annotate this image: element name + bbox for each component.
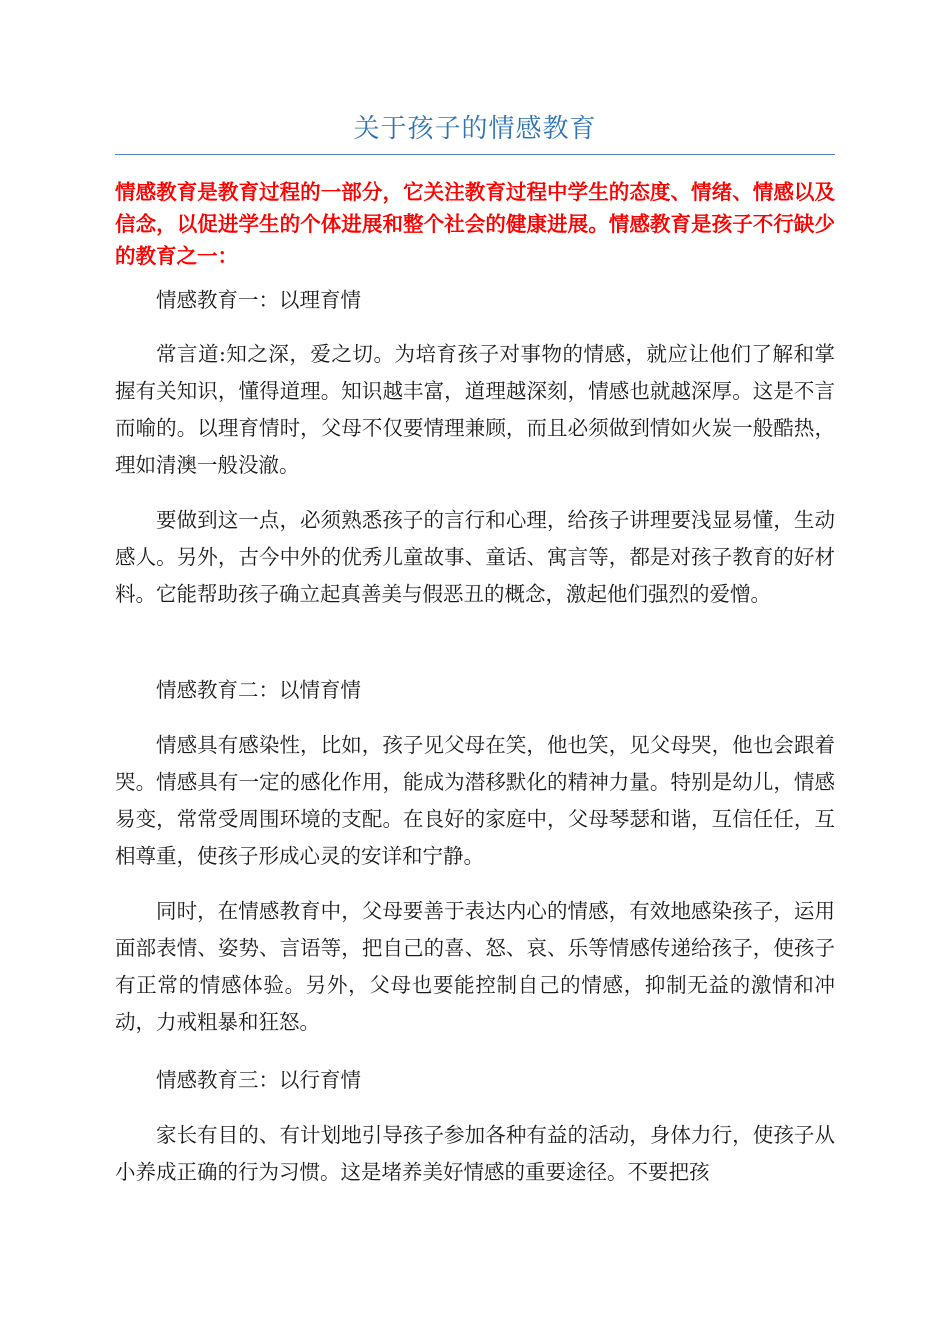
section-2-heading: 情感教育二：以情育情 — [156, 678, 361, 702]
section-2-paragraph-1: 情感具有感染性，比如，孩子见父母在笑，他也笑，见父母哭，他也会跟着哭。情感具有一定的感化作用，能成为潜移默化的精神力量。特别是幼儿，情感易变，常常受周围环境的支配。在良好的家庭中，父母琴瑟和谐，互信任任，互相尊重，使孩子形成心灵的安详和宁静。 — [115, 733, 835, 868]
section-3-paragraph-1: 家长有目的、有计划地引导孩子参加各种有益的活动，身体力行，使孩子从小养成正确的行为习惯。这是堵养美好情感的重要途径。不要把孩 — [115, 1123, 835, 1184]
section-1-paragraph-2: 要做到这一点，必须熟悉孩子的言行和心理，给孩子讲理要浅显易懂，生动感人。另外，古今中外的优秀儿童故事、童话、寓言等，都是对孩子教育的好材料。它能帮助孩子确立起真善美与假恶丑的概念，激起他们强烈的爱憎。 — [115, 508, 835, 606]
section-3-heading: 情感教育三：以行育情 — [156, 1068, 361, 1092]
document-title: 关于孩子的情感教育 — [353, 114, 597, 144]
section-1-paragraph-1: 常言道:知之深，爱之切。为培育孩子对事物的情感，就应让他们了解和掌握有关知识，懂得道理。知识越丰富，道理越深刻，情感也就越深厚。这是不言而喻的。以理育情时，父母不仅要情理兼顾，而且必须做到情如火炭一般酷热，理如清澳一般没澈。 — [115, 342, 835, 477]
title-underline-divider — [115, 154, 835, 155]
section-2-paragraph-2: 同时，在情感教育中，父母要善于表达内心的情感，有效地感染孩子，运用面部表情、姿势、言语等，把自己的喜、怒、哀、乐等情感传递给孩子，使孩子有正常的情感体验。另外，父母也要能控制自己的情感，抑制无益的激情和冲动，力戒粗暴和狂怒。 — [115, 899, 835, 1034]
intro-paragraph: 情感教育是教育过程的一部分，它关注教育过程中学生的态度、情绪、情感以及信念，以促进学生的个体进展和整个社会的健康进展。情感教育是孩子不行缺少的教育之一： — [115, 180, 835, 268]
section-1-heading: 情感教育一：以理育情 — [156, 288, 361, 312]
